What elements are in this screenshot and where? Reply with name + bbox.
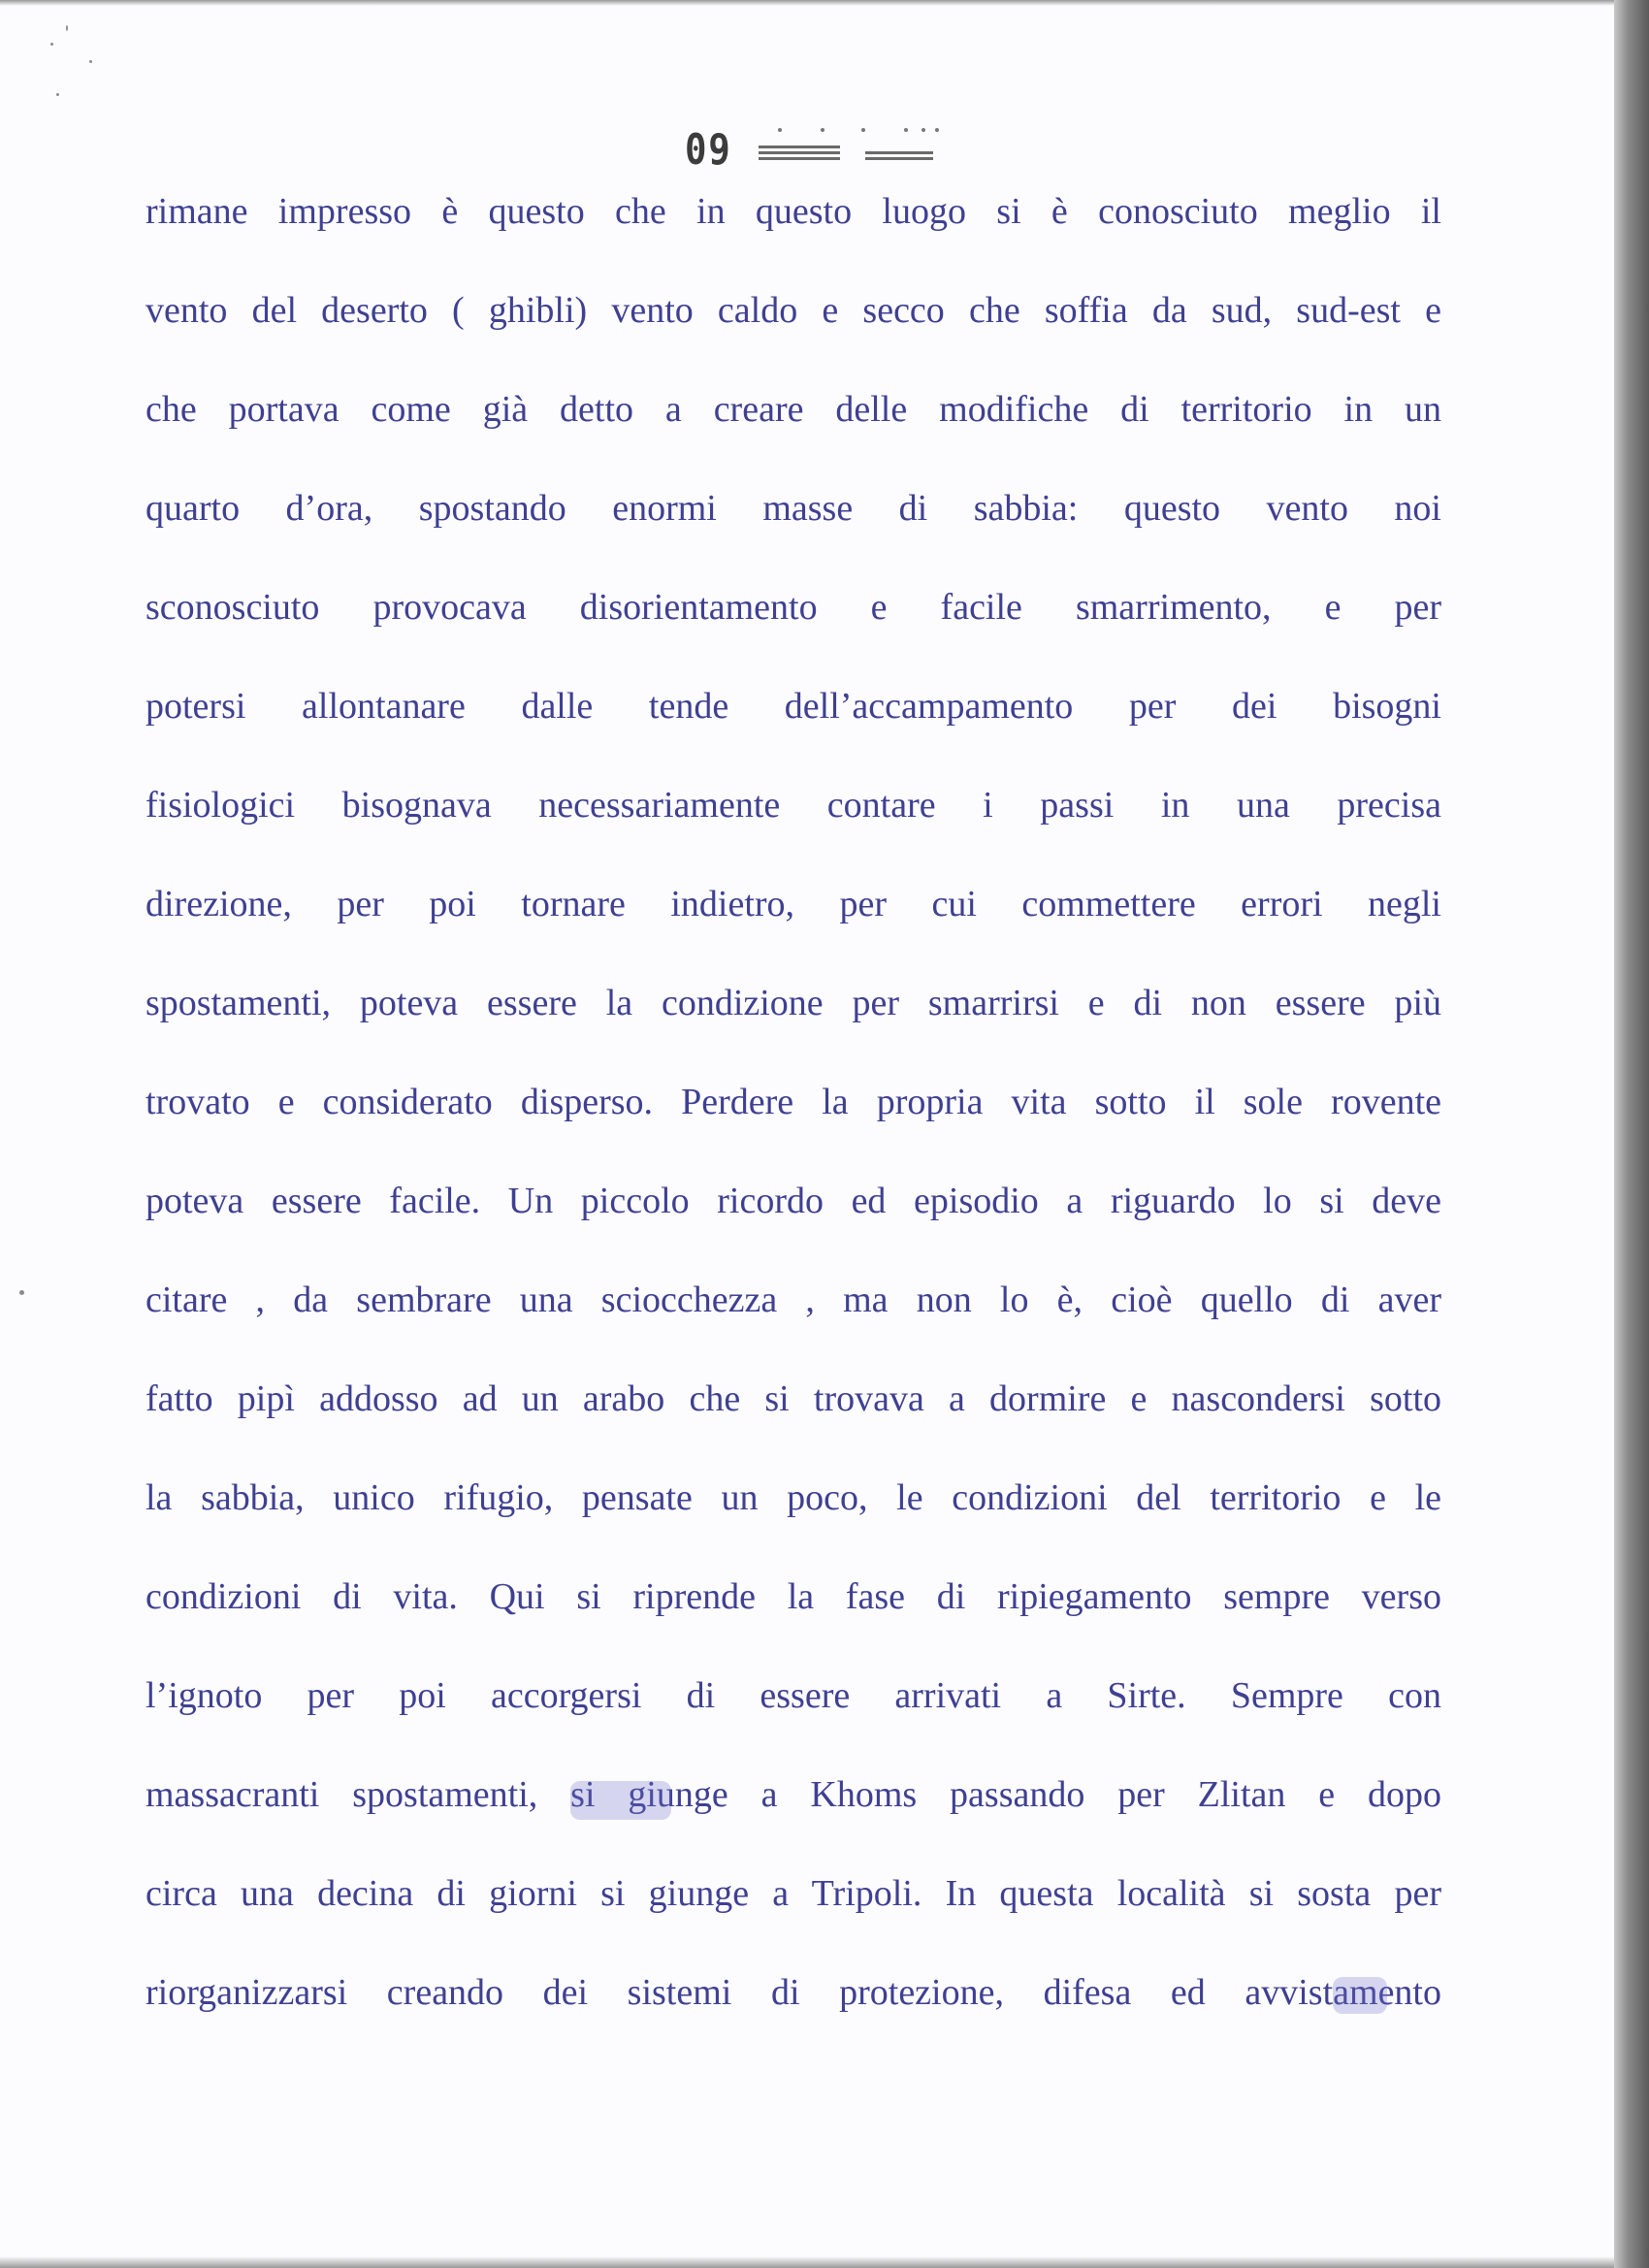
text-line: quarto d’ora, spostando enormi masse di sabbia: questo vento noi: [146, 488, 1441, 529]
stamp-dots: [759, 128, 937, 138]
ink-smudge: [570, 1781, 671, 1820]
stamp-number: 09: [685, 125, 732, 175]
text-line: fisiologici bisognava necessariamente contare i passi in una precisa: [146, 785, 1441, 826]
text-line: potersi allontanare dalle tende dell’accampamento per dei bisogni: [146, 686, 1441, 727]
paper-speck: [89, 60, 92, 63]
top-scan-edge: [0, 0, 1614, 6]
text-line: citare , da sembrare una sciocchezza , ma non lo è, cioè quello di aver: [146, 1280, 1441, 1320]
page-number-stamp: [685, 124, 937, 177]
paper-speck: [50, 43, 53, 46]
text-line: poteva essere facile. Un piccolo ricordo ed episodio a riguardo lo si deve: [146, 1181, 1441, 1221]
ink-smudge: [1333, 1977, 1387, 2014]
paper-speck: [19, 1290, 24, 1295]
text-line: trovato e considerato disperso. Perdere la propria vita sotto il sole rovente: [146, 1082, 1441, 1122]
bottom-scan-edge: [0, 2256, 1614, 2268]
text-line: condizioni di vita. Qui si riprende la fase di ripiegamento sempre verso: [146, 1576, 1441, 1617]
text-line: rimane impresso è questo che in questo luogo si è conosciuto meglio il: [146, 191, 1441, 232]
document-body: [146, 181, 1441, 2061]
text-line: che portava come già detto a creare delle modifiche di territorio in un: [146, 389, 1441, 430]
paper-speck: [56, 93, 59, 96]
text-line: direzione, per poi tornare indietro, per cui commettere errori negli: [146, 884, 1441, 924]
text-line: spostamenti, poteva essere la condizione per smarrirsi e di non essere più: [146, 983, 1441, 1023]
text-line: vento del deserto ( ghibli) vento caldo e secco che soffia da sud, sud-est e: [146, 290, 1441, 331]
stamp-lines: [759, 146, 937, 169]
text-line: sconosciuto provocava disorientamento e facile smarrimento, e per: [146, 587, 1441, 628]
text-line: la sabbia, unico rifugio, pensate un poco, le condizioni del territorio e le: [146, 1477, 1441, 1518]
text-line: massacranti spostamenti, si giunge a Khoms passando per Zlitan e dopo: [146, 1774, 1441, 1815]
text-line: l’ignoto per poi accorgersi di essere arrivati a Sirte. Sempre con: [146, 1675, 1441, 1716]
text-line: circa una decina di giorni si giunge a Tripoli. In questa località si sosta per: [146, 1873, 1441, 1914]
paper-speck: [66, 25, 68, 31]
text-line: fatto pipì addosso ad un arabo che si trovava a dormire e nascondersi sotto: [146, 1378, 1441, 1419]
text-line: riorganizzarsi creando dei sistemi di protezione, difesa ed avvistamento: [146, 1972, 1441, 2013]
scan-border-shadow: [1614, 0, 1649, 2268]
